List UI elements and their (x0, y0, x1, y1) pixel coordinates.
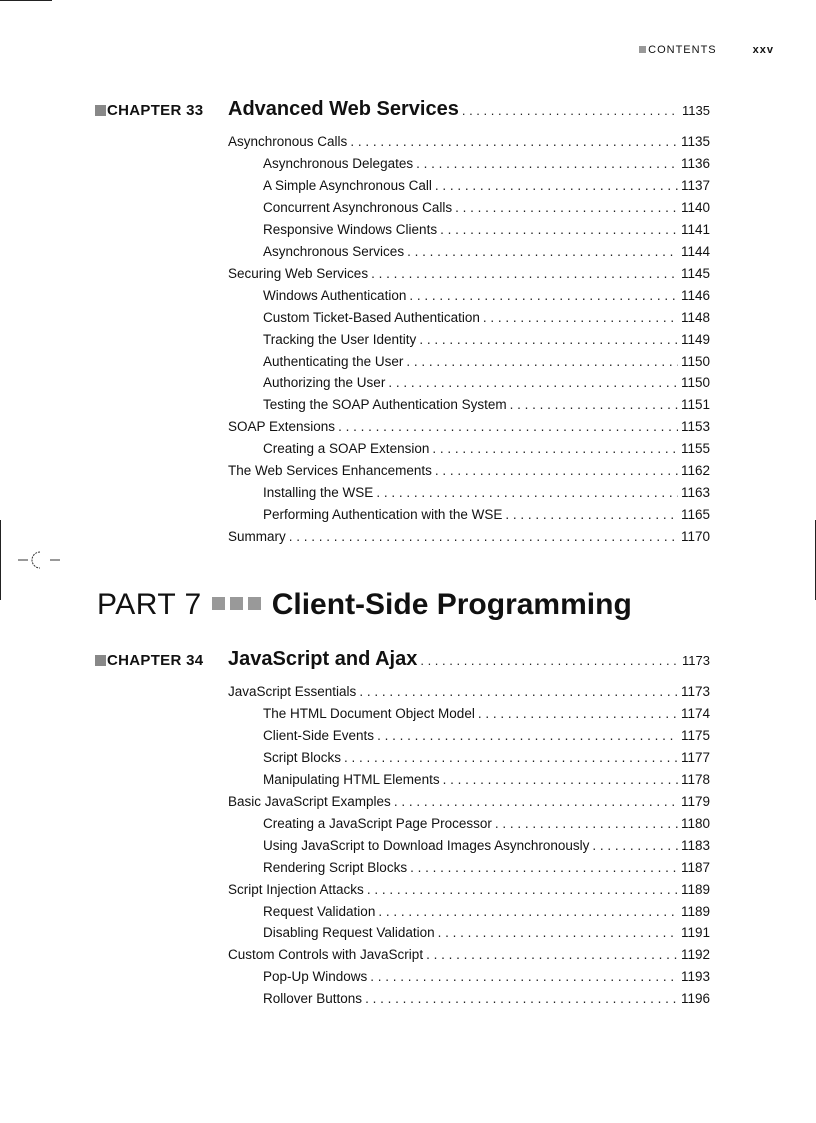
leader-dots (409, 288, 678, 303)
crop-mark-left (0, 520, 1, 600)
leader-dots (435, 178, 678, 193)
page-number: 1145 (680, 265, 710, 281)
running-head-page: xxv (752, 44, 774, 56)
registration-mark-icon (18, 550, 62, 570)
toc-entry[interactable] (263, 507, 710, 522)
toc-entry[interactable] (263, 288, 710, 303)
toc-entry[interactable] (228, 134, 710, 149)
leader-dots (443, 772, 678, 787)
leader-dots (344, 750, 678, 765)
page-number: 1196 (680, 991, 710, 1007)
toc-entry-title: Authorizing the User (263, 375, 386, 391)
toc-entry-title: Basic JavaScript Examples (228, 793, 391, 809)
leader-dots (365, 991, 678, 1006)
page-number: 1177 (680, 749, 710, 765)
toc-entry-title: Installing the WSE (263, 485, 374, 501)
toc-entry[interactable] (263, 816, 710, 831)
page-number: 1189 (680, 903, 710, 919)
chapter-title-row[interactable] (228, 98, 710, 121)
leader-dots (478, 706, 678, 721)
toc-entry-title: A Simple Asynchronous Call (263, 177, 432, 193)
page-number: 1148 (680, 309, 710, 325)
leader-dots (416, 156, 678, 171)
page-number: 1136 (680, 155, 710, 171)
bullet-square-icon (639, 46, 646, 53)
page-number: 1150 (680, 353, 710, 369)
toc-entry-title: The HTML Document Object Model (263, 705, 475, 721)
toc-entry[interactable] (263, 860, 710, 875)
toc-entry-title: Windows Authentication (263, 287, 407, 303)
page-number: 1179 (680, 793, 710, 809)
toc-entry-title: Using JavaScript to Download Images Asynchronously (263, 837, 590, 853)
toc-entry[interactable] (228, 529, 710, 544)
toc-entry-title: Summary (228, 529, 286, 545)
page-number: 1187 (680, 859, 710, 875)
toc-entry[interactable] (263, 706, 710, 721)
page-number: 1173 (680, 684, 710, 699)
leader-dots (462, 103, 679, 118)
toc-entry-title: Responsive Windows Clients (263, 221, 438, 237)
chapter-title: Advanced Web Services (228, 98, 459, 120)
toc-entry-title: Testing the SOAP Authentication System (263, 397, 507, 413)
toc-entry[interactable] (263, 178, 710, 193)
toc-entry-title: Asynchronous Services (263, 243, 405, 259)
page-number: 1151 (680, 397, 710, 413)
toc-entry-title: SOAP Extensions (228, 419, 336, 435)
toc-entry[interactable] (263, 728, 710, 743)
crop-mark-top (0, 0, 52, 1)
chapter-label: CHAPTER 34 (95, 652, 203, 669)
toc-entry[interactable] (228, 266, 710, 281)
page-number: 1150 (680, 375, 710, 391)
toc-entry-title: Custom Ticket-Based Authentication (263, 309, 480, 325)
toc-entry-title: Pop-Up Windows (263, 969, 368, 985)
leader-dots (435, 463, 678, 478)
page-number: 1137 (680, 177, 710, 193)
toc-entry[interactable] (263, 904, 710, 919)
leader-dots (289, 529, 678, 544)
chapter-title: JavaScript and Ajax (228, 648, 418, 670)
toc-entry[interactable] (263, 310, 710, 325)
leader-dots (350, 134, 678, 149)
leader-dots (432, 441, 678, 456)
leader-dots (438, 925, 678, 940)
toc-entry[interactable] (228, 419, 710, 434)
toc-entry-title: The Web Services Enhancements (228, 463, 432, 479)
leader-dots (510, 397, 678, 412)
toc-entry[interactable] (263, 969, 710, 984)
page-number: 1135 (682, 103, 710, 118)
toc-entry[interactable] (228, 684, 710, 699)
toc-entry[interactable] (263, 772, 710, 787)
leader-dots (367, 882, 678, 897)
page-number: 1146 (680, 287, 710, 303)
page-number: 1141 (680, 221, 710, 237)
toc-entry[interactable] (263, 222, 710, 237)
toc-entry[interactable] (263, 156, 710, 171)
page-number: 1191 (680, 925, 710, 941)
leader-dots (505, 507, 678, 522)
toc-entry-title: Client-Side Events (263, 727, 375, 743)
toc-entry-title: Creating a SOAP Extension (263, 441, 430, 457)
toc-entry-title: Rollover Buttons (263, 991, 363, 1007)
toc-entry[interactable] (263, 991, 710, 1006)
toc-entry[interactable] (263, 354, 710, 369)
chapter-marker-icon (95, 105, 106, 116)
toc-entry-title: Performing Authentication with the WSE (263, 507, 503, 523)
toc-entry[interactable] (263, 244, 710, 259)
toc-entry-title: Request Validation (263, 903, 376, 919)
toc-entry-title: Securing Web Services (228, 265, 369, 281)
part-heading (97, 584, 632, 622)
toc-entry[interactable] (263, 200, 710, 215)
leader-dots (483, 310, 678, 325)
leader-dots (426, 947, 678, 962)
page-number: 1178 (680, 771, 710, 787)
running-head (639, 44, 774, 56)
page-number: 1193 (680, 969, 710, 985)
page-number: 1163 (680, 485, 710, 501)
leader-dots (371, 266, 678, 281)
toc-entry-title: Rendering Script Blocks (263, 859, 408, 875)
leader-dots (378, 904, 678, 919)
page-number: 1173 (682, 653, 710, 668)
toc-entry[interactable] (228, 947, 710, 962)
page-number: 1155 (680, 441, 710, 457)
toc-entry-title: Asynchronous Delegates (263, 155, 414, 171)
toc-entry[interactable] (263, 485, 710, 500)
part-label: PART 7 (97, 588, 202, 621)
page-number: 1189 (680, 881, 710, 897)
toc-entry[interactable] (228, 794, 710, 809)
page-number: 1135 (680, 134, 710, 149)
toc-entry[interactable] (228, 463, 710, 478)
chapter-title-row[interactable] (228, 648, 710, 671)
toc-entry-title: Concurrent Asynchronous Calls (263, 199, 453, 215)
toc-entry-title: Script Injection Attacks (228, 881, 364, 897)
leader-dots (407, 244, 678, 259)
leader-dots (592, 838, 678, 853)
page-number: 1153 (680, 419, 710, 435)
page-number: 1140 (680, 199, 710, 215)
toc-entry[interactable] (263, 375, 710, 390)
toc-entry-title: Authenticating the User (263, 353, 404, 369)
page-number: 1174 (680, 705, 710, 721)
chapter-label: CHAPTER 33 (95, 102, 203, 119)
toc-entry-title: Script Blocks (263, 749, 342, 765)
leader-dots (377, 728, 678, 743)
page-number: 1180 (680, 815, 710, 831)
page-number: 1183 (680, 837, 710, 853)
leader-dots (376, 485, 678, 500)
page-number: 1192 (680, 947, 710, 963)
leader-dots (370, 969, 678, 984)
leader-dots (419, 332, 678, 347)
leader-dots (420, 653, 679, 668)
running-head-section: CONTENTS (639, 44, 717, 56)
leader-dots (410, 860, 678, 875)
leader-dots (440, 222, 678, 237)
toc-entry[interactable] (263, 441, 710, 456)
chapter-marker-icon (95, 655, 106, 666)
toc-entry-title: Creating a JavaScript Page Processor (263, 815, 492, 831)
toc-entry-title: Asynchronous Calls (228, 134, 348, 149)
part-title: Client-Side Programming (271, 588, 632, 621)
toc-entry-title: JavaScript Essentials (228, 684, 357, 699)
page-number: 1165 (680, 507, 710, 523)
leader-dots (338, 419, 678, 434)
page-number: 1144 (680, 243, 710, 259)
toc-entry[interactable] (263, 750, 710, 765)
toc-entry[interactable] (263, 838, 710, 853)
leader-dots (388, 375, 678, 390)
toc-entry[interactable] (263, 332, 710, 347)
page-number: 1170 (680, 529, 710, 545)
leader-dots (455, 200, 678, 215)
toc-entry-title: Tracking the User Identity (263, 331, 417, 347)
leader-dots (406, 354, 678, 369)
toc-entry[interactable] (263, 397, 710, 412)
leader-dots (394, 794, 678, 809)
page-number: 1175 (680, 727, 710, 743)
toc-entry-title: Manipulating HTML Elements (263, 771, 440, 787)
toc-entry-title: Disabling Request Validation (263, 925, 435, 941)
toc-entry[interactable] (263, 925, 710, 940)
leader-dots (495, 816, 678, 831)
toc-entry-title: Custom Controls with JavaScript (228, 947, 424, 963)
part-ornament-icon (212, 584, 266, 618)
page-number: 1149 (680, 331, 710, 347)
leader-dots (359, 684, 678, 699)
toc-entry[interactable] (228, 882, 710, 897)
page-number: 1162 (680, 463, 710, 479)
